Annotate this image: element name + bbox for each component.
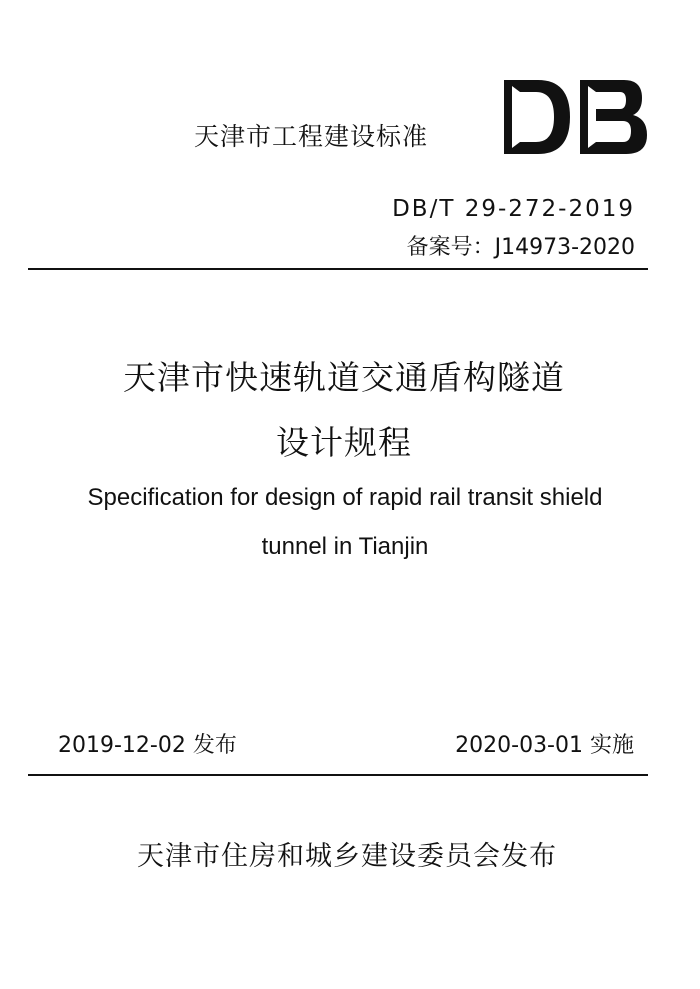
effective-date: 2020-03-01 实施	[455, 733, 634, 758]
db-logo	[502, 78, 650, 156]
top-divider	[28, 268, 648, 270]
record-number: 备案号：J14973-2020	[406, 235, 635, 260]
bottom-divider	[28, 774, 648, 776]
publisher: 天津市住房和城乡建设委员会发布	[137, 841, 557, 872]
db-logo-d-bevel	[512, 86, 520, 148]
title-en-line1: Specification for design of rapid rail transit shield	[87, 484, 603, 511]
title-cn-line1: 天津市快速轨道交通盾构隧道	[123, 358, 565, 397]
db-logo-b-bevel	[588, 86, 596, 148]
title-cn-line2: 设计规程	[276, 423, 412, 462]
standard-number: DB/T 29-272-2019	[392, 196, 635, 222]
standard-series-title: 天津市工程建设标准	[194, 122, 429, 151]
title-en-line2: tunnel in Tianjin	[261, 533, 429, 560]
issue-date: 2019-12-02 发布	[58, 733, 237, 758]
